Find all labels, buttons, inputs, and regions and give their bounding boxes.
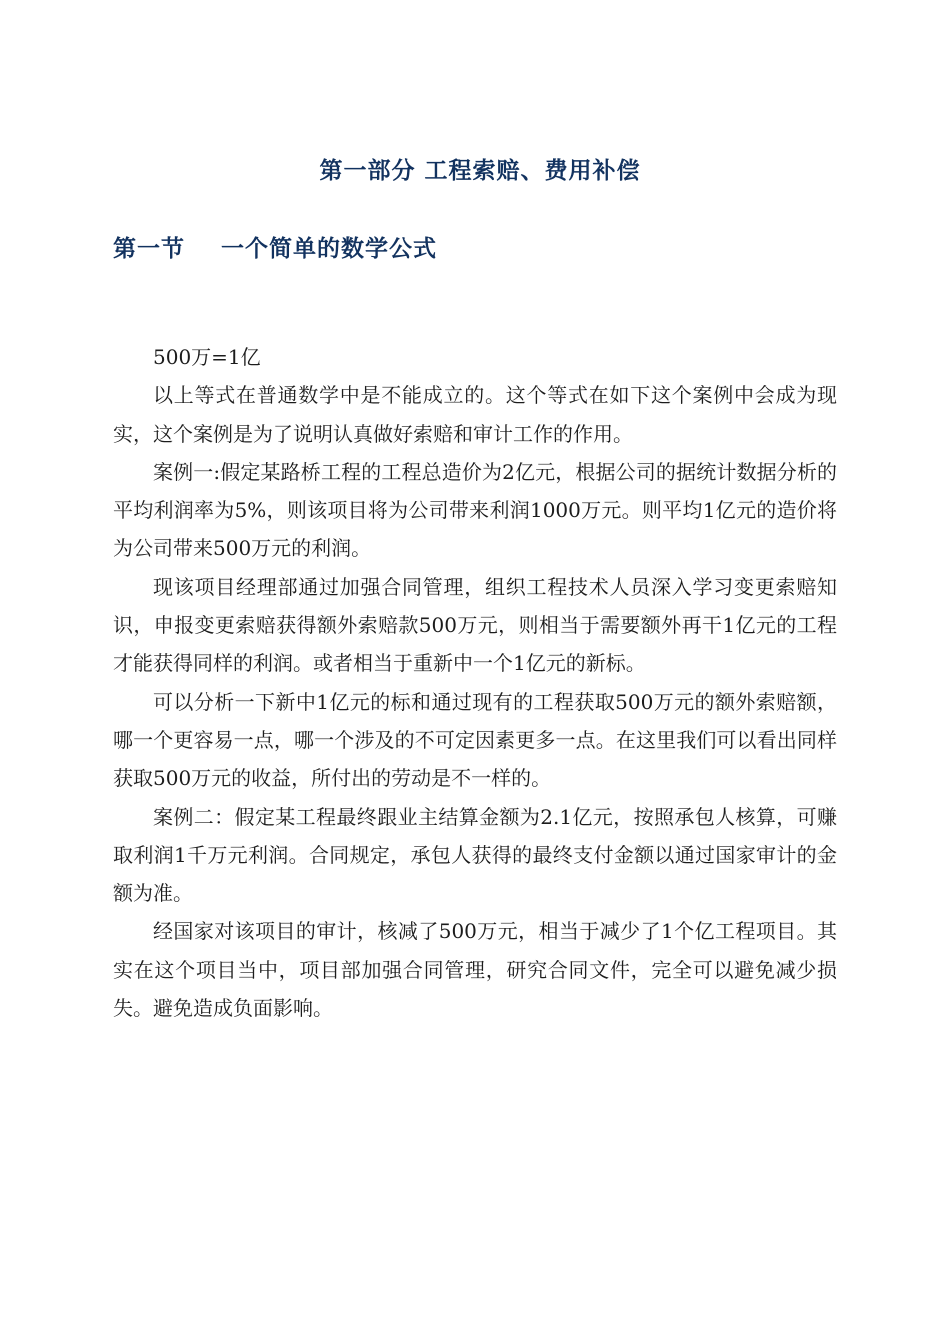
paragraph-case-one: 案例一:假定某路桥工程的工程总造价为2亿元，根据公司的据统计数据分析的平均利润率为5%，则该项目将为公司带来利润1000万元。则平均1亿元的造价将为公司带来500万元的利润。 <box>113 459 837 561</box>
section-title: 第一节 一个简单的数学公式 <box>113 236 438 262</box>
paragraph-claim-result: 现该项目经理部通过加强合同管理，组织工程技术人员深入学习变更索赔知识，申报变更索赔获得额外索赔款500万元，则相当于需要额外再干1亿元的工程才能获得同样的利润。或者相当于重新中一个1亿元的新标。 <box>113 574 837 676</box>
paragraph-formula: 500万=1亿 <box>153 345 261 369</box>
paragraph-analysis: 可以分析一下新中1亿元的标和通过现有的工程获取500万元的额外索赔额，哪一个更容易一点，哪一个涉及的不可定因素更多一点。在这里我们可以看出同样获取500万元的收益，所付出的劳动是不一样的。 <box>113 689 837 791</box>
body-text <box>113 338 837 1027</box>
paragraph-case-two: 案例二：假定某工程最终跟业主结算金额为2.1亿元，按照承包人核算，可赚取利润1千万元利润。合同规定，承包人获得的最终支付金额以通过国家审计的金额为准。 <box>113 804 837 906</box>
part-title: 第一部分 工程索赔、费用补偿 <box>319 158 641 184</box>
paragraph-audit: 经国家对该项目的审计，核减了500万元，相当于减少了1个亿工程项目。其实在这个项目当中，项目部加强合同管理，研究合同文件，完全可以避免减少损失。避免造成负面影响。 <box>113 919 837 1021</box>
paragraph-intro: 以上等式在普通数学中是不能成立的。这个等式在如下这个案例中会成为现实，这个案例是为了说明认真做好索赔和审计工作的作用。 <box>113 383 837 446</box>
